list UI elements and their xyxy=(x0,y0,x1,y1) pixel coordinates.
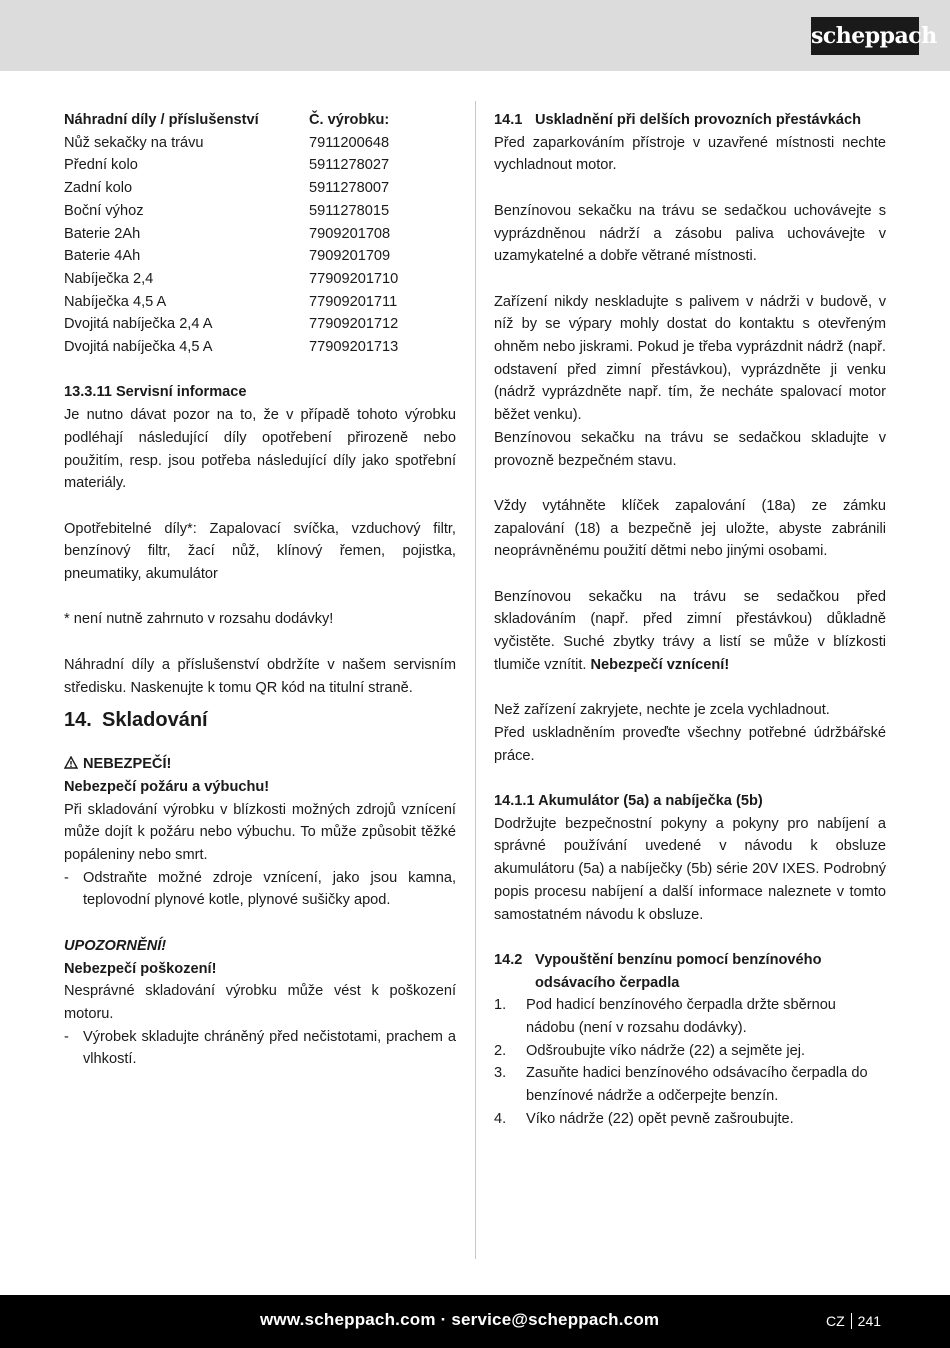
part-code: 7909201709 xyxy=(309,248,391,265)
service-heading: 13.3.11 Servisní informace xyxy=(64,384,247,401)
notice-text: Nesprávné skladování výrobku může vést k poškození motoru. xyxy=(64,983,456,1022)
storage-heading: 14. Skladování xyxy=(64,709,208,732)
table-row xyxy=(64,154,456,177)
part-name: Zadní kolo xyxy=(64,180,133,197)
long-storage-p2: Benzínovou sekačku na trávu se sedačkou uchovávejte s vyprázdněnou nádrží a zásobu paliva uchovávejte v uzamykatelné a dobře větrané místnosti. xyxy=(494,202,886,265)
parts-col-code: Č. výrobku: xyxy=(309,112,390,128)
long-storage-p6: Benzínovou sekačku na trávu se sedačkou před skladováním (např. před zimní přestávkou) důkladně vyčistěte. Suché zbytky trávy a listí se může v blízkosti tlumiče vznítit. Nebezpečí vznícení! xyxy=(494,588,886,673)
warning-triangle-icon xyxy=(64,756,78,769)
part-name: Dvojitá nabíječka 2,4 A xyxy=(64,316,213,333)
part-code: 7911200648 xyxy=(309,134,390,151)
parts-col-name: Náhradní díly / příslušenství xyxy=(64,112,259,128)
ignition-warning: Nebezpečí vznícení! xyxy=(590,656,730,673)
part-name: Přední kolo xyxy=(64,157,138,174)
header-bar xyxy=(0,0,950,71)
wear-parts-paragraph: Opotřebitelné díly*: Zapalovací svíčka, vzduchový filtr, benzínový filtr, žací nůž, klínový řemen, pojistka, pneumatiky, akumulátor xyxy=(64,520,456,583)
page-number: CZ 241 xyxy=(826,1313,882,1329)
parts-table xyxy=(64,132,456,359)
table-row xyxy=(64,336,456,359)
table-row xyxy=(64,268,456,291)
table-row xyxy=(64,291,456,314)
list-item: 3. Zasuňte hadici benzínového odsávacího čerpadla do benzínové nádrže a odčerpejte benzín. xyxy=(494,1065,868,1105)
notice-label: UPOZORNĚNÍ! xyxy=(64,937,167,954)
long-storage-p7a: Než zařízení zakryjete, nechte je zcela vychladnout. xyxy=(494,702,830,719)
danger-list-item: - Odstraňte možné zdroje vznícení, jako jsou kamna, teplovodní plynové kotle, plynové sušičky apod. xyxy=(64,869,456,909)
battery-heading: 14.1.1 Akumulátor (5a) a nabíječka (5b) xyxy=(494,793,763,809)
long-storage-p3: Zařízení nikdy neskladujte s palivem v nádrži v budově, v níž by se výpary mohly dostat do kontaktu s otevřeným ohněm nebo jiskrami. Pokud je třeba vyprázdnit nádrž (např. odstavení před zimní přestávkou), vyprázdněte ji venku (nádrž vyprázdněte např. tím, že necháte spalovací motor běžet venku). xyxy=(494,293,886,424)
part-name: Dvojitá nabíječka 4,5 A xyxy=(64,339,213,356)
table-row xyxy=(64,313,456,336)
scheppach-logo: scheppach xyxy=(811,17,919,55)
scope-note: * není nutně zahrnuto v rozsahu dodávky! xyxy=(64,611,334,628)
part-code: 77909201710 xyxy=(309,270,399,287)
notice-subheading: Nebezpečí poškození! xyxy=(64,960,217,977)
table-row xyxy=(64,200,456,223)
pump-heading: 14.2 Vypouštění benzínu pomocí benzínového odsávacího čerpadla xyxy=(494,951,822,991)
part-code: 77909201713 xyxy=(309,339,399,356)
long-storage-p4: Benzínovou sekačku na trávu se sedačkou skladujte v provozně bezpečném stavu. xyxy=(494,429,886,469)
long-storage-p7b: Před uskladněním proveďte všechny potřebné údržbářské práce. xyxy=(494,724,886,764)
table-row xyxy=(64,177,456,200)
spare-parts-paragraph: Náhradní díly a příslušenství obdržíte v našem servisním středisku. Naskenujte k tomu QR kód na titulní straně. xyxy=(64,656,456,696)
column-divider xyxy=(475,101,476,1259)
right-column xyxy=(494,109,886,1131)
part-name: Boční výhoz xyxy=(64,202,144,219)
part-name: Nůž sekačky na trávu xyxy=(64,134,204,151)
part-name: Nabíječka 2,4 xyxy=(64,270,154,287)
table-row xyxy=(64,132,456,155)
part-name: Baterie 2Ah xyxy=(64,225,141,242)
danger-label: NEBEZPEČÍ! xyxy=(64,753,456,776)
table-row xyxy=(64,245,456,268)
list-item: 2. Odšroubujte víko nádrže (22) a sejměte jej. xyxy=(494,1042,806,1059)
left-column xyxy=(64,109,456,1071)
part-code: 5911278007 xyxy=(309,180,390,197)
part-name: Nabíječka 4,5 A xyxy=(64,293,167,310)
table-row xyxy=(64,223,456,246)
danger-subheading: Nebezpečí požáru a výbuchu! xyxy=(64,778,270,795)
part-code: 5911278015 xyxy=(309,202,390,219)
notice-list-item: - Výrobek skladujte chráněný před nečistotami, prachem a vlhkostí. xyxy=(64,1028,456,1068)
part-name: Baterie 4Ah xyxy=(64,248,141,265)
danger-text: Při skladování výrobku v blízkosti možných zdrojů vznícení může dojít k požáru nebo výbuchu. To může způsobit těžké popáleniny nebo smrt. xyxy=(64,801,456,864)
battery-text: Dodržujte bezpečnostní pokyny a pokyny pro nabíjení a správné používání uvedené v návodu k obsluze akumulátoru (5a) a nabíječky (5b) série 20V IXES. Podrobný popis procesu nabíjení a další informace naleznete v tomto samostatném návodu k obsluze. xyxy=(494,815,886,923)
footer-bar xyxy=(0,1295,950,1348)
pump-steps-list xyxy=(494,994,886,1130)
long-storage-heading: 14.1 Uskladnění při delších provozních přestávkách xyxy=(494,112,862,128)
long-storage-p5: Vždy vytáhněte klíček zapalování (18a) ze zámku zapalování (18) a bezpečně jej uložte, abyste zabránili neoprávněnému použití dětmi nebo jinými osobami. xyxy=(494,497,886,560)
part-code: 77909201711 xyxy=(309,293,398,310)
footer-contact: www.scheppach.com · service@scheppach.com xyxy=(260,1310,660,1329)
part-code: 5911278027 xyxy=(309,157,390,174)
service-paragraph: Je nutno dávat pozor na to, že v případě tohoto výrobku podléhají následující díly opotřebení přirozeně nebo použitím, resp. jsou potřeba následující díly jako spotřební materiály. xyxy=(64,407,456,492)
list-item: 1. Pod hadicí benzínového čerpadla držte sběrnou nádobu (není v rozsahu dodávky). xyxy=(494,997,836,1037)
parts-table-header xyxy=(64,109,456,132)
part-code: 77909201712 xyxy=(309,316,399,333)
list-item: 4. Víko nádrže (22) opět pevně zašroubujte. xyxy=(494,1110,794,1127)
part-code: 7909201708 xyxy=(309,225,391,242)
long-storage-p1: Před zaparkováním přístroje v uzavřené místnosti nechte vychladnout motor. xyxy=(494,134,886,174)
